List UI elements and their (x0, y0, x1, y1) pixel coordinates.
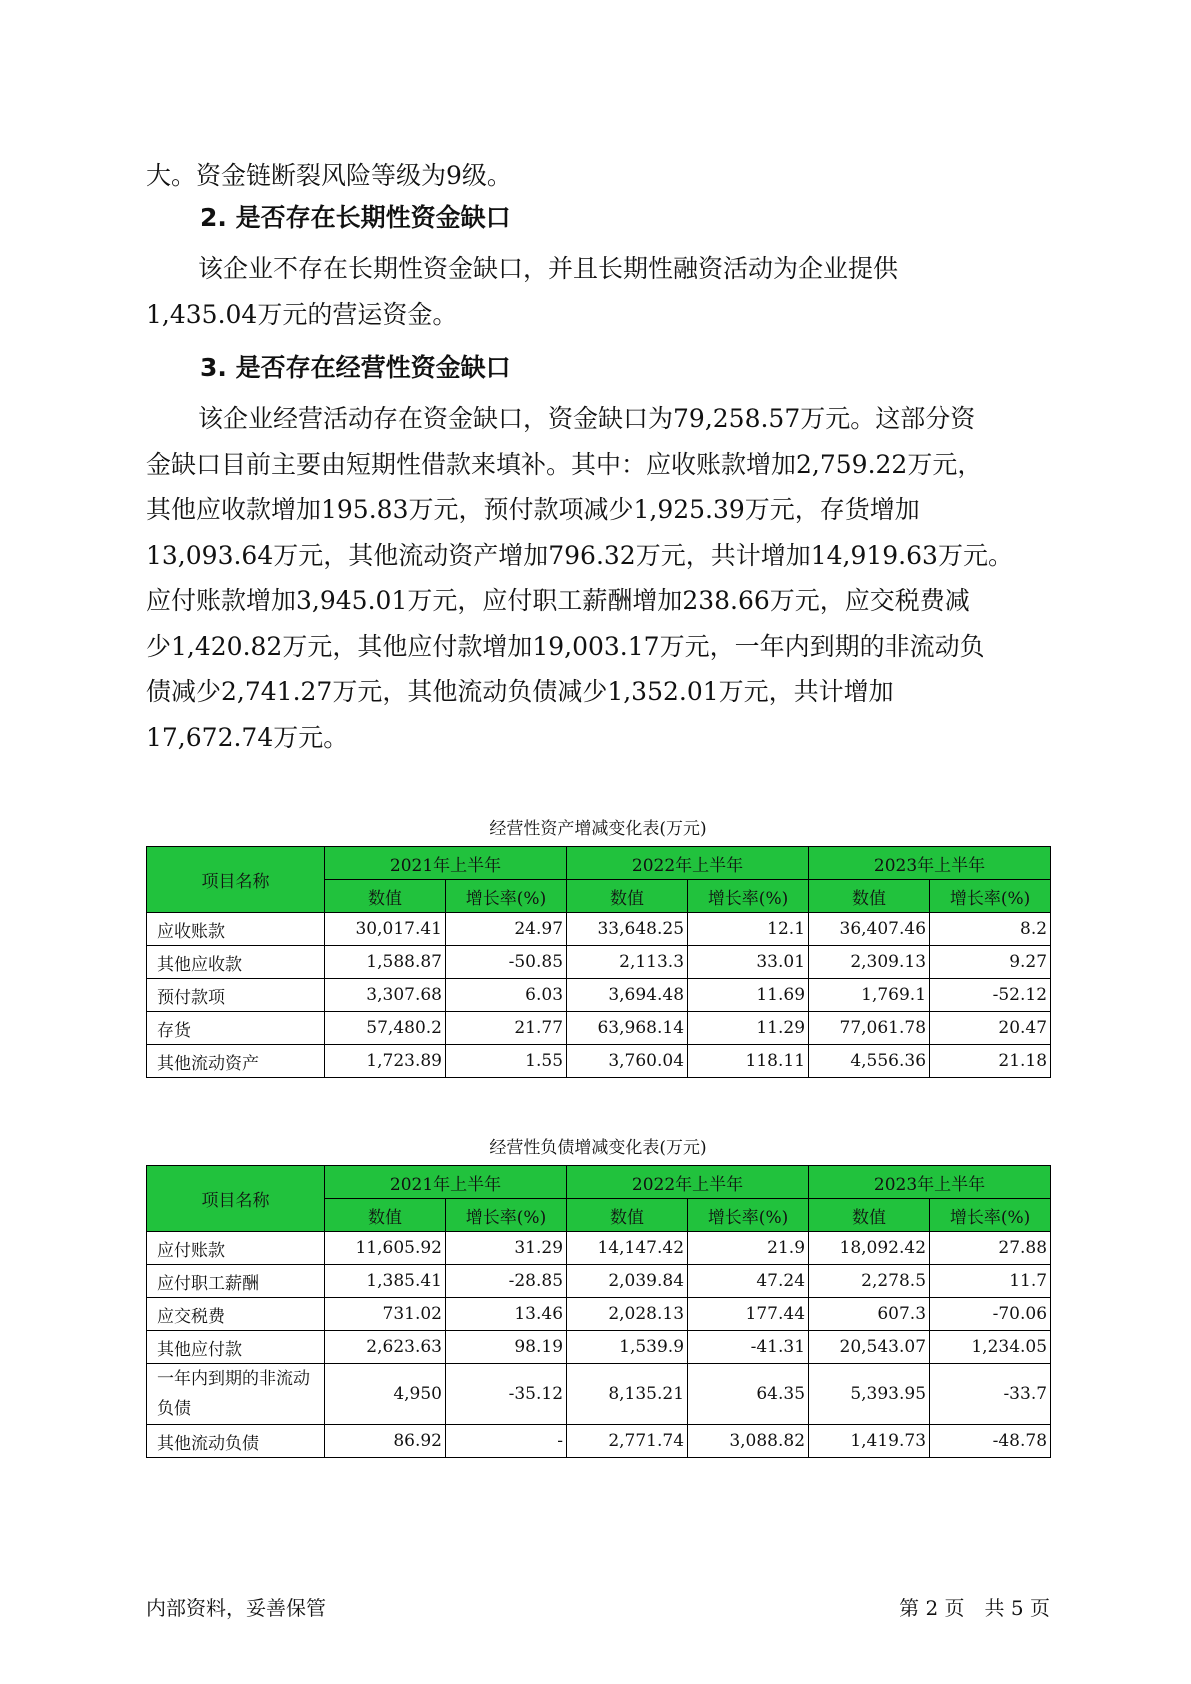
item-name-header: 项目名称 (147, 1166, 325, 1232)
period-header: 2023年上半年 (809, 1166, 1051, 1199)
page-number: 第 2 页 共 5 页 (899, 1596, 1050, 1620)
growth-cell: 177.44 (688, 1298, 809, 1331)
growth-cell: 12.1 (688, 913, 809, 946)
value-cell: 2,309.13 (809, 946, 930, 979)
row-label: 应付职工薪酬 (147, 1265, 325, 1298)
value-cell: 1,769.1 (809, 979, 930, 1012)
growth-cell: -28.85 (446, 1265, 567, 1298)
growth-cell: -50.85 (446, 946, 567, 979)
growth-cell: 3,088.82 (688, 1425, 809, 1458)
table-row (147, 1331, 1051, 1364)
value-cell: 2,113.3 (567, 946, 688, 979)
value-cell: 2,623.63 (325, 1331, 446, 1364)
growth-cell: 11.7 (930, 1265, 1051, 1298)
text-line: 其他应收款增加195.83万元，预付款项减少1,925.39万元，存货增加 (146, 495, 920, 524)
liabilities-table (146, 1165, 1051, 1458)
table-row (147, 1265, 1051, 1298)
growth-cell: 1,234.05 (930, 1331, 1051, 1364)
period-header: 2021年上半年 (325, 1166, 567, 1199)
growth-cell: -33.7 (930, 1364, 1051, 1425)
value-cell: 30,017.41 (325, 913, 446, 946)
growth-header: 增长率(%) (930, 1199, 1051, 1232)
growth-cell: 11.69 (688, 979, 809, 1012)
period-header: 2023年上半年 (809, 847, 1051, 880)
value-cell: 3,307.68 (325, 979, 446, 1012)
row-label: 应交税费 (147, 1298, 325, 1331)
value-cell: 1,539.9 (567, 1331, 688, 1364)
row-label: 其他应付款 (147, 1331, 325, 1364)
value-cell: 607.3 (809, 1298, 930, 1331)
value-header: 数值 (325, 880, 446, 913)
value-cell: 18,092.42 (809, 1232, 930, 1265)
growth-header: 增长率(%) (446, 880, 567, 913)
growth-cell: 20.47 (930, 1012, 1051, 1045)
text-line: 债减少2,741.27万元，其他流动负债减少1,352.01万元，共计增加 (146, 677, 894, 706)
growth-cell: 9.27 (930, 946, 1051, 979)
text-line: 17,672.74万元。 (146, 722, 349, 752)
growth-cell: 31.29 (446, 1232, 567, 1265)
growth-header: 增长率(%) (688, 1199, 809, 1232)
paragraph-3 (146, 396, 1046, 760)
growth-header: 增长率(%) (930, 880, 1051, 913)
value-header: 数值 (567, 880, 688, 913)
value-cell: 36,407.46 (809, 913, 930, 946)
growth-cell: 24.97 (446, 913, 567, 946)
growth-cell: 98.19 (446, 1331, 567, 1364)
row-label: 应付账款 (147, 1232, 325, 1265)
growth-cell: 8.2 (930, 913, 1051, 946)
table-row (147, 979, 1051, 1012)
text-line: 应付账款增加3,945.01万元，应付职工薪酬增加238.66万元，应交税费减 (146, 586, 970, 615)
row-label: 其他流动资产 (147, 1045, 325, 1078)
table-row (147, 1045, 1051, 1078)
value-cell: 2,278.5 (809, 1265, 930, 1298)
growth-cell: 11.29 (688, 1012, 809, 1045)
table-title-assets: 经营性资产增减变化表(万元) (489, 819, 707, 839)
value-header: 数值 (809, 880, 930, 913)
growth-cell: 47.24 (688, 1265, 809, 1298)
table-row (147, 913, 1051, 946)
value-cell: 2,039.84 (567, 1265, 688, 1298)
value-cell: 3,760.04 (567, 1045, 688, 1078)
growth-header: 增长率(%) (446, 1199, 567, 1232)
value-cell: 5,393.95 (809, 1364, 930, 1425)
growth-cell: -70.06 (930, 1298, 1051, 1331)
value-cell: 1,588.87 (325, 946, 446, 979)
value-header: 数值 (567, 1199, 688, 1232)
value-cell: 1,419.73 (809, 1425, 930, 1458)
value-header: 数值 (325, 1199, 446, 1232)
period-header: 2021年上半年 (325, 847, 567, 880)
value-cell: 86.92 (325, 1425, 446, 1458)
value-cell: 3,694.48 (567, 979, 688, 1012)
value-cell: 20,543.07 (809, 1331, 930, 1364)
table-row (147, 1232, 1051, 1265)
value-cell: 11,605.92 (325, 1232, 446, 1265)
value-cell: 1,723.89 (325, 1045, 446, 1078)
growth-cell: 64.35 (688, 1364, 809, 1425)
value-cell: 8,135.21 (567, 1364, 688, 1425)
value-cell: 77,061.78 (809, 1012, 930, 1045)
paragraph-1 (146, 153, 1046, 199)
period-header: 2022年上半年 (567, 847, 809, 880)
growth-cell: -52.12 (930, 979, 1051, 1012)
growth-cell: 33.01 (688, 946, 809, 979)
period-header: 2022年上半年 (567, 1166, 809, 1199)
row-label: 其他流动负债 (147, 1425, 325, 1458)
growth-cell: -35.12 (446, 1364, 567, 1425)
growth-cell: 21.18 (930, 1045, 1051, 1078)
growth-cell: 21.77 (446, 1012, 567, 1045)
value-cell: 33,648.25 (567, 913, 688, 946)
growth-cell: -48.78 (930, 1425, 1051, 1458)
paragraph-2 (146, 246, 1046, 337)
row-label: 存货 (147, 1012, 325, 1045)
value-header: 数值 (809, 1199, 930, 1232)
growth-cell: - (446, 1425, 567, 1458)
text-line: 1,435.04万元的营运资金。 (146, 299, 458, 329)
text-line: 13,093.64万元，其他流动资产增加796.32万元，共计增加14,919.63万元。 (146, 540, 1013, 570)
growth-cell: 1.55 (446, 1045, 567, 1078)
value-cell: 4,950 (325, 1364, 446, 1425)
value-cell: 57,480.2 (325, 1012, 446, 1045)
value-cell: 4,556.36 (809, 1045, 930, 1078)
growth-header: 增长率(%) (688, 880, 809, 913)
growth-cell: 118.11 (688, 1045, 809, 1078)
text-line: 该企业不存在长期性资金缺口，并且长期性融资活动为企业提供 (198, 254, 899, 283)
text-line: 金缺口目前主要由短期性借款来填补。其中：应收账款增加2,759.22万元， (146, 449, 983, 479)
text-line: 少1,420.82万元，其他应付款增加19,003.17万元，一年内到期的非流动负 (146, 631, 985, 661)
value-cell: 63,968.14 (567, 1012, 688, 1045)
table-row (147, 1425, 1051, 1458)
item-name-header: 项目名称 (147, 847, 325, 913)
table-row (147, 946, 1051, 979)
value-cell: 14,147.42 (567, 1232, 688, 1265)
value-cell: 2,771.74 (567, 1425, 688, 1458)
growth-cell: 27.88 (930, 1232, 1051, 1265)
row-label: 一年内到期的非流动负债 (147, 1364, 325, 1425)
footer-note: 内部资料，妥善保管 (146, 1596, 326, 1620)
table-title-liabilities: 经营性负债增减变化表(万元) (489, 1138, 707, 1158)
value-cell: 731.02 (325, 1298, 446, 1331)
text-line: 该企业经营活动存在资金缺口，资金缺口为79,258.57万元。这部分资 (198, 404, 976, 433)
table-row (147, 1298, 1051, 1331)
row-label: 预付款项 (147, 979, 325, 1012)
table-row (147, 1012, 1051, 1045)
table-row (147, 1364, 1051, 1425)
text-line: 大。资金链断裂风险等级为9级。 (146, 161, 512, 190)
growth-cell: 13.46 (446, 1298, 567, 1331)
section-heading-2: 2. 是否存在长期性资金缺口 (200, 203, 511, 232)
growth-cell: -41.31 (688, 1331, 809, 1364)
growth-cell: 21.9 (688, 1232, 809, 1265)
section-heading-3: 3. 是否存在经营性资金缺口 (200, 353, 511, 382)
assets-table (146, 846, 1051, 1078)
row-label: 应收账款 (147, 913, 325, 946)
value-cell: 2,028.13 (567, 1298, 688, 1331)
row-label: 其他应收款 (147, 946, 325, 979)
growth-cell: 6.03 (446, 979, 567, 1012)
value-cell: 1,385.41 (325, 1265, 446, 1298)
